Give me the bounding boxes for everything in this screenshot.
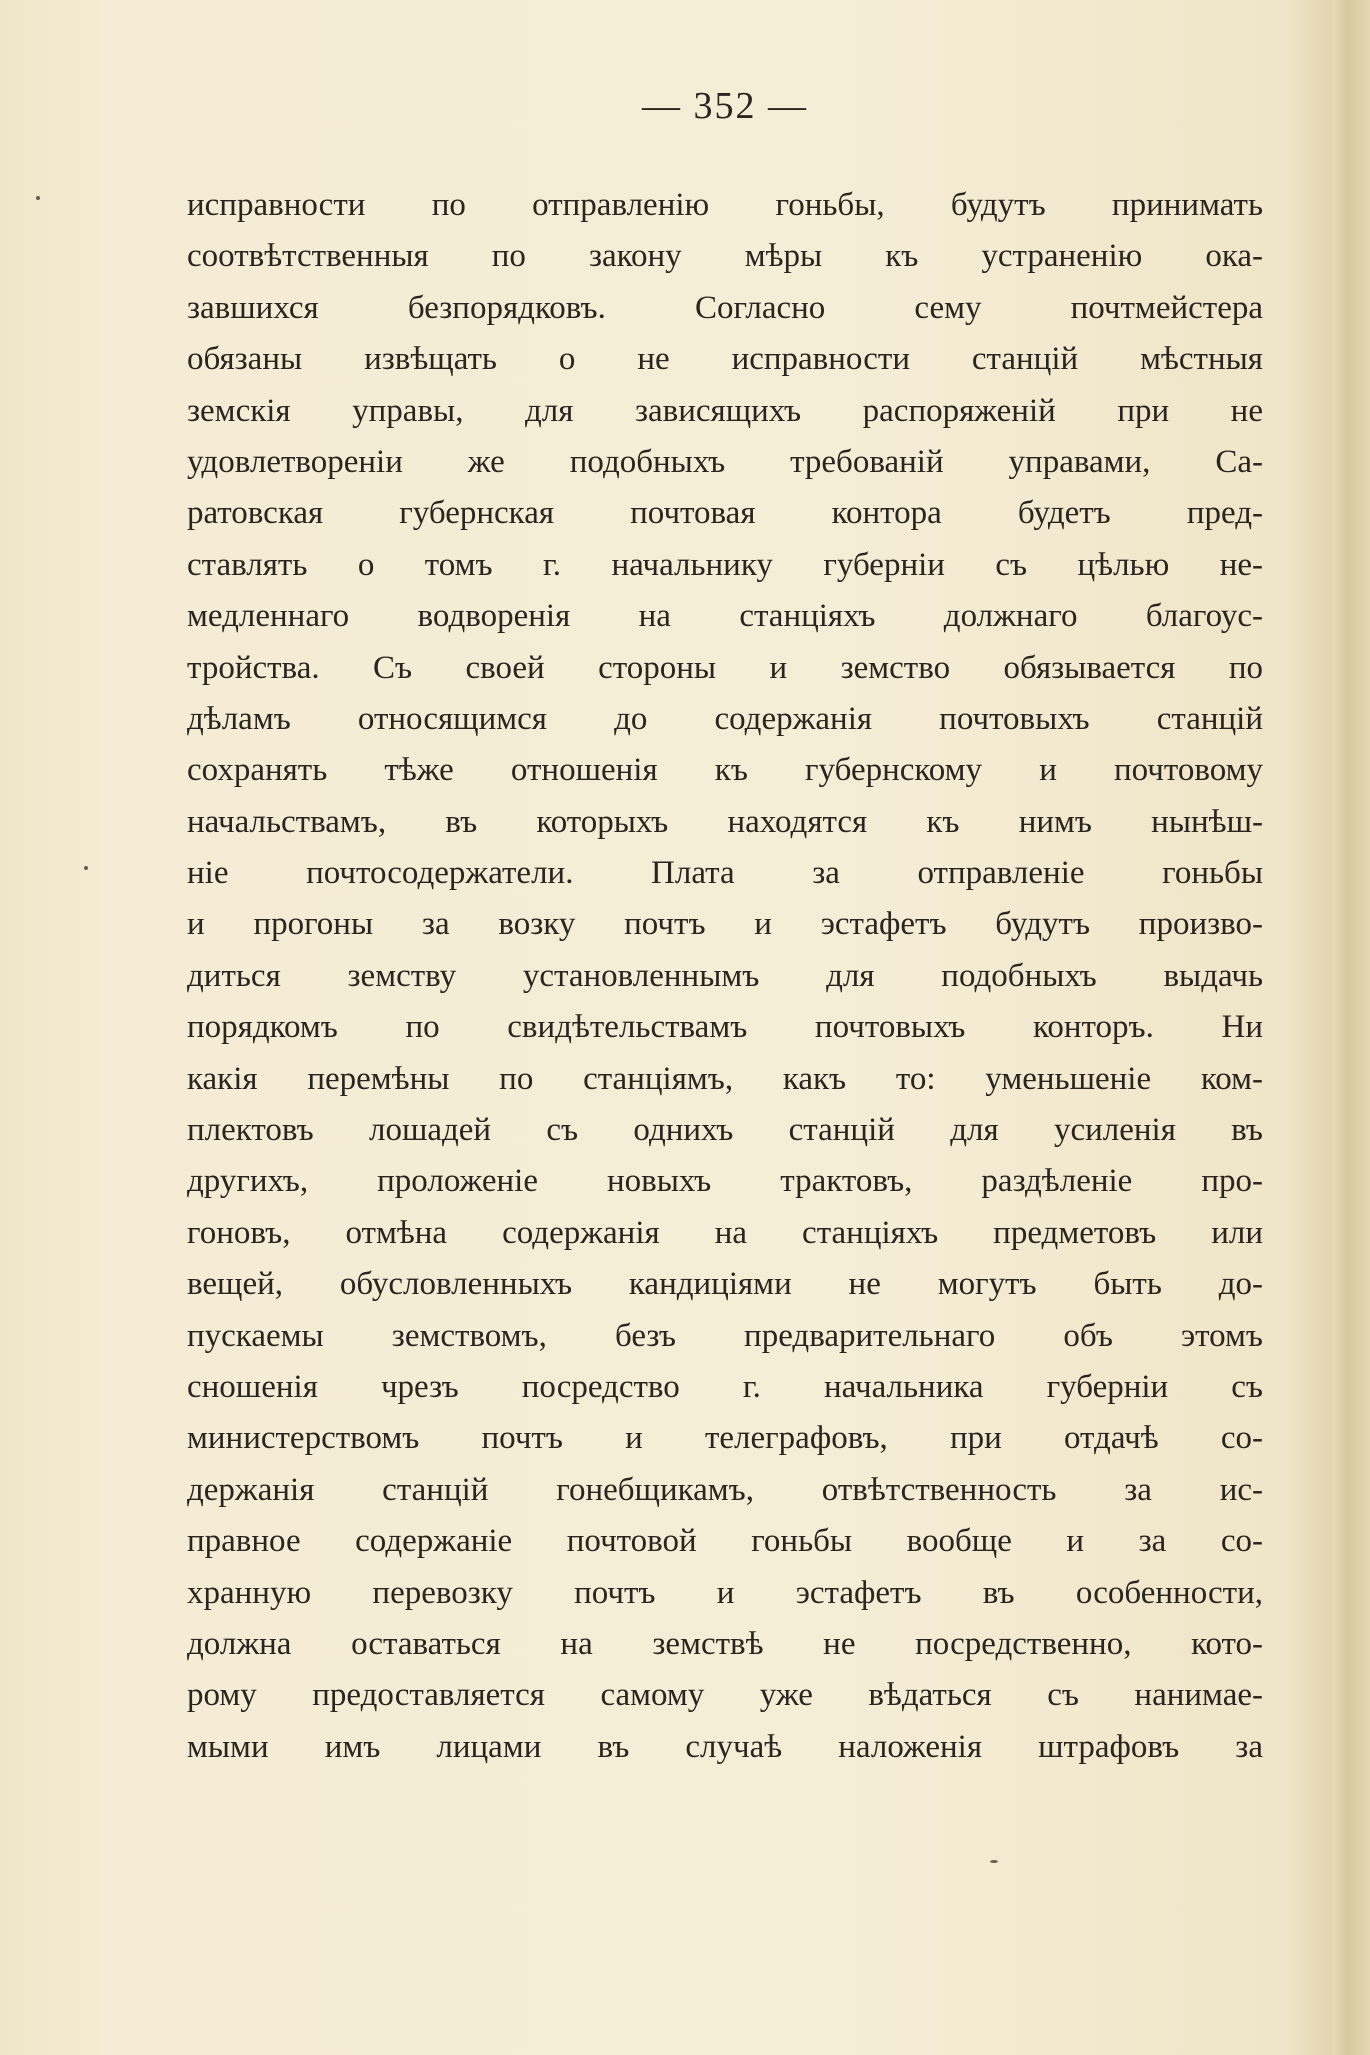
ink-speck xyxy=(84,866,88,870)
text-line: соотвѣтственныя по закону мѣры къ устраненію ока- xyxy=(187,238,1263,275)
text-line: завшихся безпорядковъ. Согласно сему почтмейстера xyxy=(187,289,1263,326)
text-line: рому предоставляется самому уже вѣдаться съ нанимае- xyxy=(187,1677,1263,1714)
text-line: другихъ, проложеніе новыхъ трактовъ, раздѣленіе про- xyxy=(187,1163,1263,1200)
text-line: ратовская губернская почтовая контора будетъ пред- xyxy=(187,495,1263,532)
page-edge-shadow xyxy=(1332,0,1370,2055)
ink-speck xyxy=(990,1860,998,1863)
text-line: держанія станцій гонебщикамъ, отвѣтственность за ис- xyxy=(187,1471,1263,1508)
text-line: земскія управы, для зависящихъ распоряженій при не xyxy=(187,392,1263,429)
text-line: диться земству установленнымъ для подобныхъ выдачь xyxy=(187,957,1263,994)
text-line: начальствамъ, въ которыхъ находятся къ нимъ нынѣш- xyxy=(187,803,1263,840)
text-line: порядкомъ по свидѣтельствамъ почтовыхъ конторъ. Ни xyxy=(187,1009,1263,1046)
text-line: и прогоны за возку почтъ и эстафетъ будутъ произво- xyxy=(187,906,1263,943)
text-line: плектовъ лошадей съ однихъ станцій для усиленія въ xyxy=(187,1112,1263,1149)
text-line: тройства. Съ своей стороны и земство обязывается по xyxy=(187,649,1263,686)
text-line: сохранять тѣже отношенія къ губернскому и почтовому xyxy=(187,752,1263,789)
body-text xyxy=(187,180,1263,1773)
text-line: вещей, обусловленныхъ кандиціями не могутъ быть до- xyxy=(187,1266,1263,1303)
text-line: обязаны извѣщать о не исправности станцій мѣстныя xyxy=(187,341,1263,378)
text-line: хранную перевозку почтъ и эстафетъ въ особенности, xyxy=(187,1574,1263,1611)
text-line: должна оставаться на земствѣ не посредственно, кото- xyxy=(187,1625,1263,1662)
text-line: сношенія чрезъ посредство г. начальника губерніи съ xyxy=(187,1368,1263,1405)
text-line: медленнаго водворенія на станціяхъ должнаго благоус- xyxy=(187,598,1263,635)
text-line: правное содержаніе почтовой гоньбы вообще и за со- xyxy=(187,1523,1263,1560)
text-line: дѣламъ относящимся до содержанія почтовыхъ станцій xyxy=(187,700,1263,737)
page-number: — 352 — xyxy=(642,85,808,127)
text-line: ставлять о томъ г. начальнику губерніи съ цѣлью не- xyxy=(187,546,1263,583)
text-line: гоновъ, отмѣна содержанія на станціяхъ предметовъ или xyxy=(187,1214,1263,1251)
text-line: пускаемы земствомъ, безъ предварительнаго объ этомъ xyxy=(187,1317,1263,1354)
text-line: исправности по отправленію гоньбы, будутъ принимать xyxy=(187,187,1263,223)
text-line: какія перемѣны по станціямъ, какъ то: уменьшеніе ком- xyxy=(187,1060,1263,1097)
ink-speck xyxy=(36,196,40,200)
text-line: удовлетвореніи же подобныхъ требованій управами, Са- xyxy=(187,443,1263,480)
text-line: мыми имъ лицами въ случаѣ наложенія штрафовъ за xyxy=(187,1728,1263,1765)
text-line: министерствомъ почтъ и телеграфовъ, при отдачѣ со- xyxy=(187,1420,1263,1457)
text-line: ніе почтосодержатели. Плата за отправленіе гоньбы xyxy=(187,855,1263,892)
